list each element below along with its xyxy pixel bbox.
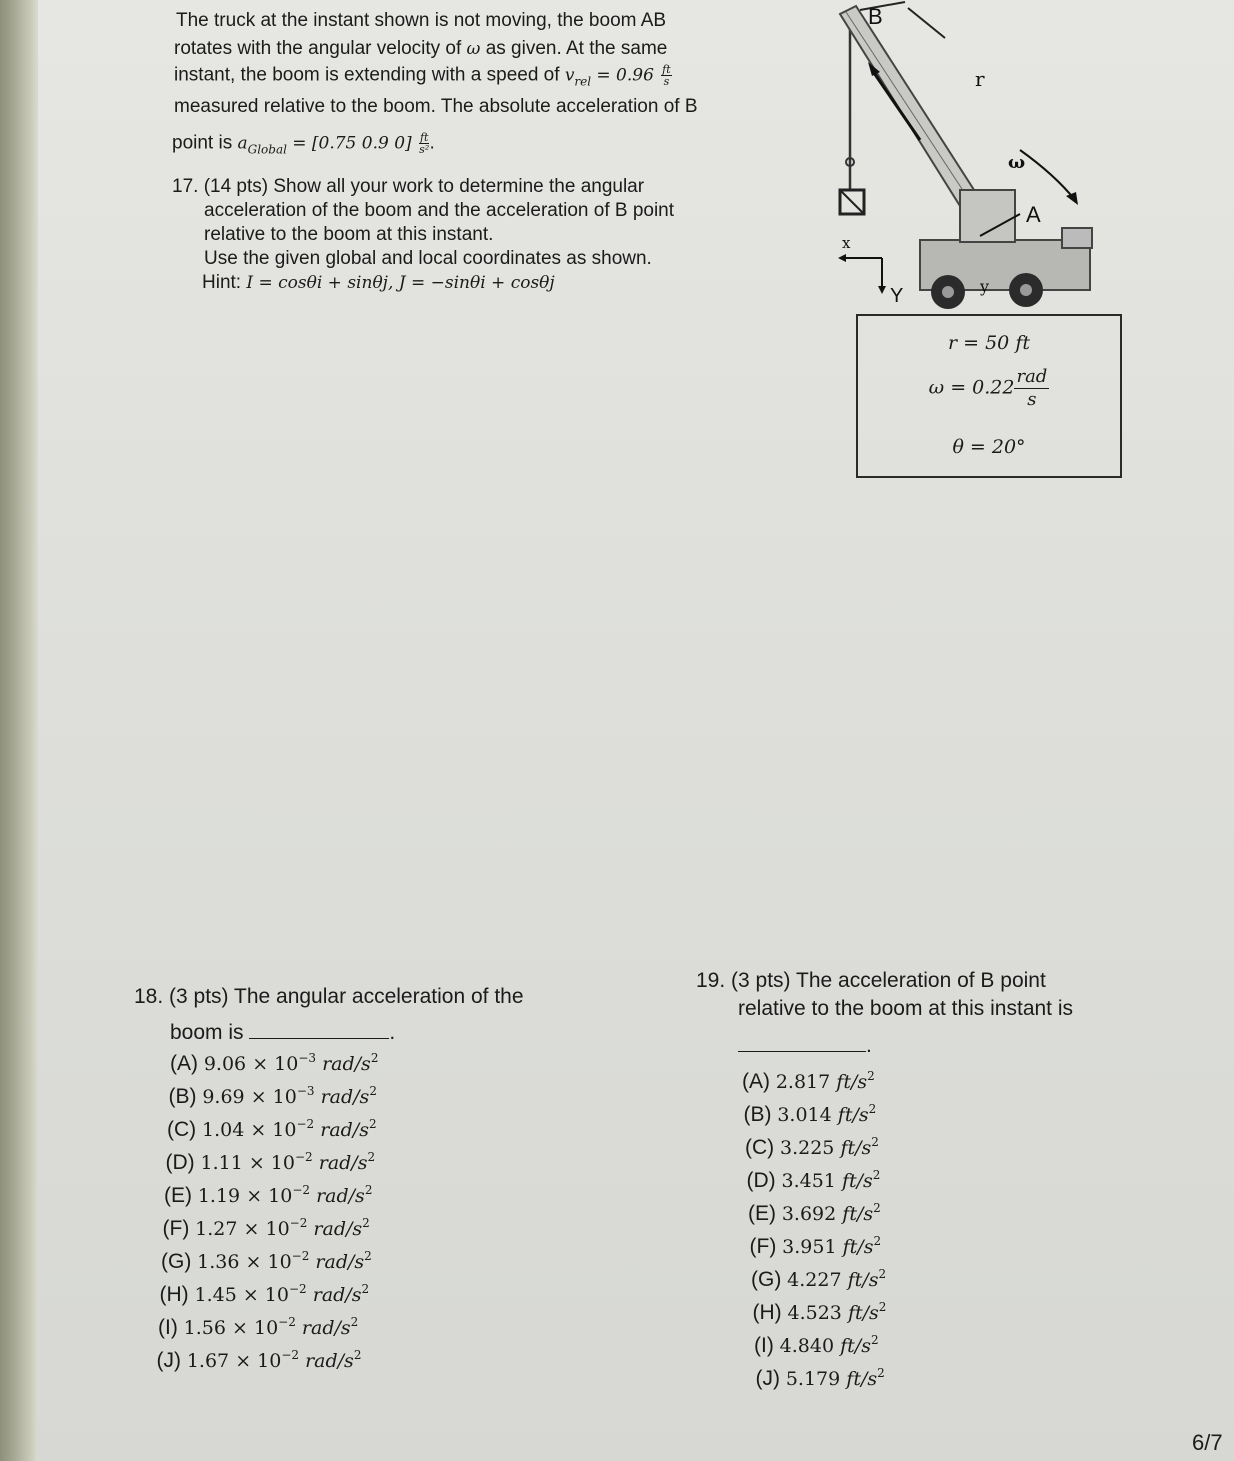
option-letter: (H) [752,1301,782,1324]
option-unit: ft/s [847,1302,879,1324]
option-unit: rad/s [320,1086,370,1108]
option-number: 3.951 [782,1236,837,1258]
option-mantissa: 1.27 × 10 [195,1218,290,1240]
label-y-global: Y [890,285,904,307]
option-value [787,1269,886,1291]
q17-line-2: acceleration of the boom and the acceleration of B point [204,200,675,221]
option-unit-exponent: 2 [873,1234,882,1248]
answer-blank-18[interactable] [249,1020,389,1039]
option-value [202,1119,377,1141]
option-value [204,1053,379,1075]
option-unit-exponent: 2 [872,1168,881,1182]
acceleration-unit-fraction: $\frac{ft}{\text{s²}}$ [419,131,430,156]
option-value [782,1170,881,1192]
option-unit: ft/s [840,1137,872,1159]
q18-line-2: boom is . [170,1021,396,1044]
option-mantissa: 1.67 × 10 [186,1350,282,1372]
option-exponent: −2 [296,1117,315,1131]
option-letter: (H) [159,1283,189,1306]
option-letter: (E) [164,1184,192,1207]
intro-line-3: instant, the boom is extending with a speed of $v_{rel} = 0.96$ $\frac{ft}{s}$ [174,63,671,89]
label-a: A [1026,202,1041,227]
option-unit-exponent: 2 [368,1117,377,1131]
option-letter: (E) [748,1202,776,1225]
option-letter: (D) [746,1169,776,1192]
option-letter: (G) [161,1250,192,1273]
q19-line-1: 19. (3 pts) The acceleration of B point [696,969,1046,992]
option-number: 4.227 [787,1269,842,1291]
option-number: 3.014 [777,1104,832,1126]
option-unit: rad/s [312,1284,362,1306]
option-exponent: −3 [296,1084,315,1098]
q19-option[interactable] [751,1262,886,1292]
option-letter: (A) [170,1052,198,1075]
q19-option[interactable] [744,1097,877,1127]
option-unit: ft/s [837,1104,869,1126]
option-letter: (C) [167,1118,197,1141]
option-unit-exponent: 2 [873,1201,881,1215]
label-omega: ω [1008,152,1026,173]
page-number: 6/7 [1192,1430,1223,1455]
option-value [198,1185,373,1207]
q18-option[interactable] [169,1079,377,1109]
option-unit-exponent: 2 [369,1084,377,1098]
option-value [195,1218,370,1240]
intro-line-1: The truck at the instant shown is not moving, the boom AB [176,10,667,31]
option-unit-exponent: 2 [370,1051,379,1065]
option-number: 2.817 [775,1071,831,1093]
option-unit: rad/s [315,1251,365,1273]
option-unit: ft/s [836,1071,868,1093]
option-unit: ft/s [847,1269,879,1291]
option-mantissa: 1.04 × 10 [202,1119,297,1141]
option-exponent: −2 [294,1150,313,1164]
option-letter: (C) [745,1136,775,1159]
option-unit-exponent: 2 [350,1315,359,1329]
option-unit-exponent: 2 [364,1183,373,1197]
q19-option[interactable] [742,1064,875,1094]
omega-arrow [1020,150,1075,200]
option-unit: rad/s [305,1350,354,1372]
option-value [202,1086,377,1108]
option-value [195,1284,370,1306]
option-letter: (J) [156,1349,181,1372]
option-unit: rad/s [316,1185,365,1207]
option-unit-exponent: 2 [362,1216,370,1230]
option-exponent: −3 [298,1051,317,1065]
q18-line-1: 18. (3 pts) The angular acceleration of the [134,985,524,1008]
option-value [780,1137,879,1159]
option-unit: ft/s [841,1170,873,1192]
q17-line-4: Use the given global and local coordinates as shown. [204,248,652,269]
option-value [782,1203,881,1225]
option-mantissa: 1.11 × 10 [200,1152,295,1174]
option-number: 3.451 [781,1170,836,1192]
option-unit-exponent: 2 [364,1249,372,1263]
velocity-unit-fraction: $\frac{ft}{s}$ [662,63,671,88]
option-value [184,1317,359,1339]
intro-line-4: measured relative to the boom. The absolute acceleration of B [174,96,698,117]
label-r: r [975,67,985,91]
answer-blank-19[interactable] [738,1039,866,1052]
option-number: 5.179 [785,1368,841,1390]
option-letter: (I) [158,1316,178,1339]
given-r: r = 50 ft [948,332,1030,354]
option-unit-exponent: 2 [867,1069,875,1083]
q19-option[interactable] [747,1163,881,1193]
label-y-local: y [980,277,990,296]
option-letter: (D) [165,1151,195,1174]
option-value [776,1071,875,1093]
q18-option[interactable] [170,1046,378,1076]
option-letter: (A) [742,1070,770,1093]
option-mantissa: 1.56 × 10 [183,1317,279,1339]
q18-option[interactable] [157,1343,362,1373]
q19-option[interactable] [748,1196,881,1226]
option-value [197,1251,372,1273]
q19-option[interactable] [745,1130,879,1160]
option-value [777,1104,876,1126]
q17-line-1: 17. (14 pts) Show all your work to determine the angular [172,176,645,197]
option-exponent: −2 [292,1183,311,1197]
option-number: 4.840 [779,1335,835,1357]
option-unit: rad/s [322,1053,371,1075]
option-number: 3.692 [781,1203,837,1225]
option-unit: ft/s [842,1203,874,1225]
option-unit-exponent: 2 [353,1348,362,1362]
q19-option[interactable] [753,1295,887,1325]
option-letter: (I) [754,1334,774,1357]
option-exponent: −2 [278,1315,296,1329]
given-values-box [856,314,1122,478]
option-letter: (F) [749,1235,777,1258]
intro-line-2: rotates with the angular velocity of ω as given. At the same [174,38,668,59]
option-unit-exponent: 2 [868,1102,877,1116]
q18-option[interactable] [167,1112,377,1142]
label-x: x [842,234,851,252]
option-exponent: −2 [281,1348,300,1362]
option-unit: ft/s [842,1236,874,1258]
option-mantissa: 9.06 × 10 [203,1053,299,1075]
option-unit-exponent: 2 [361,1282,370,1296]
option-unit-exponent: 2 [367,1150,376,1164]
ground-ref-line [908,8,945,38]
option-unit: ft/s [840,1335,871,1357]
option-letter: (J) [755,1367,780,1390]
q19-line-2: relative to the boom at this instant is [738,997,1074,1020]
option-unit-exponent: 2 [877,1366,885,1380]
option-exponent: −2 [288,1282,307,1296]
option-unit: rad/s [301,1317,351,1339]
option-unit-exponent: 2 [871,1135,879,1149]
q18-option[interactable] [160,1277,370,1307]
option-exponent: −2 [289,1216,308,1230]
option-unit-exponent: 2 [878,1300,887,1314]
q19-option[interactable] [750,1229,882,1259]
option-letter: (F) [162,1217,190,1240]
option-letter: (G) [751,1268,782,1291]
q17-hint: Hint: I = cosθi + sinθj, J = −sinθi + cosθj [202,272,555,293]
option-exponent: −2 [291,1249,310,1263]
intro-line-5: point is $a_{Global} = [0.75$ 0.9 0] $\frac{ft}{\text{s²}}$ . [172,131,435,157]
q18-option[interactable] [158,1310,358,1340]
given-theta: θ = 20° [952,436,1026,458]
crane-diagram [780,0,1160,320]
option-value [786,1368,885,1390]
option-mantissa: 1.36 × 10 [197,1251,292,1273]
option-mantissa: 1.45 × 10 [194,1284,289,1306]
option-value [788,1302,887,1324]
option-mantissa: 1.19 × 10 [197,1185,293,1207]
option-unit-exponent: 2 [878,1267,887,1281]
option-value [780,1335,879,1357]
option-mantissa: 9.69 × 10 [202,1086,297,1108]
given-omega: ω = 0.22 $\frac{\text{rad}}{s}$ [928,366,1048,410]
option-number: 4.523 [787,1302,842,1324]
option-value [187,1350,362,1372]
page-edge-shadow [0,0,38,1461]
q19-option[interactable] [754,1328,879,1358]
q18-option[interactable] [161,1244,372,1274]
q19-option[interactable] [756,1361,885,1391]
label-b: B [868,4,883,29]
option-letter: (B) [743,1103,772,1126]
truck-cab [960,190,1015,242]
q18-option[interactable] [164,1178,372,1208]
q18-option[interactable] [166,1145,376,1175]
option-number: 3.225 [780,1137,835,1159]
option-value [201,1152,376,1174]
option-letter: (B) [168,1085,197,1108]
option-unit: rad/s [313,1218,363,1240]
q17-line-3: relative to the boom at this instant. [204,224,494,245]
q19-line-3: . [738,1034,872,1058]
option-unit: rad/s [320,1119,369,1141]
option-unit-exponent: 2 [870,1333,879,1347]
option-unit: ft/s [846,1368,878,1390]
option-unit: rad/s [318,1152,368,1174]
q18-option[interactable] [163,1211,370,1241]
option-value [782,1236,881,1258]
